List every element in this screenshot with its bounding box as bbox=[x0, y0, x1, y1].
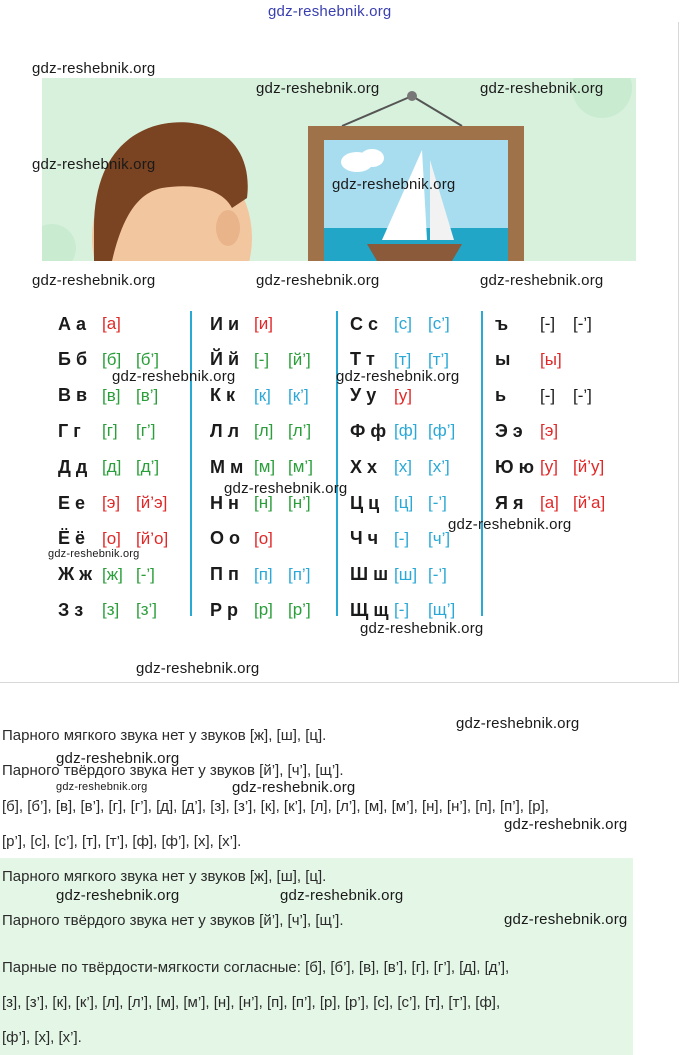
answer-line: Парного мягкого звука нет у звуков [ж], [ш], [ц]. bbox=[2, 727, 327, 744]
letter-pair: Ё ё bbox=[58, 528, 86, 549]
letter-pair: Б б bbox=[58, 349, 88, 370]
letter-pair: О о bbox=[210, 528, 240, 549]
sound-transcription: [п’] bbox=[288, 564, 311, 584]
watermark: gdz-reshebnik.org bbox=[504, 911, 628, 928]
letter-pair: М м bbox=[210, 456, 244, 477]
answer-line: [б], [б’], [в], [в’], [г], [г’], [д], [д’], [з], [з’], [к], [к’], [л], [л’], [м], [м’], [н], [н’], [п], [п’], [р], bbox=[2, 798, 549, 815]
watermark: gdz-reshebnik.org bbox=[48, 548, 140, 560]
sound-transcription: [о] bbox=[254, 528, 273, 548]
column-divider bbox=[190, 311, 192, 616]
watermark: gdz-reshebnik.org bbox=[256, 80, 380, 97]
answer-line: [ф’], [х], [х’]. bbox=[2, 1029, 82, 1046]
letter-pair: Щ щ bbox=[350, 599, 389, 620]
letter-pair: К к bbox=[210, 385, 235, 406]
watermark: gdz-reshebnik.org bbox=[32, 60, 156, 77]
letter-pair: Е е bbox=[58, 492, 86, 513]
letter-pair: Э э bbox=[495, 420, 523, 441]
watermark: gdz-reshebnik.org bbox=[332, 176, 456, 193]
sound-transcription: [к’] bbox=[288, 385, 309, 405]
sound-transcription: [с] bbox=[394, 314, 412, 333]
watermark: gdz-reshebnik.org bbox=[56, 781, 148, 793]
sound-transcription: [й’у] bbox=[573, 457, 605, 477]
letter-pair: Н н bbox=[210, 492, 239, 513]
letter-pair: С с bbox=[350, 313, 379, 334]
sound-transcription: [н’] bbox=[288, 493, 311, 512]
sound-transcription: [у] bbox=[540, 457, 558, 477]
sound-transcription: [ы] bbox=[540, 349, 562, 369]
watermark: gdz-reshebnik.org bbox=[112, 368, 236, 385]
sound-transcription: [б] bbox=[102, 349, 122, 369]
letter-pair: Ч ч bbox=[350, 528, 379, 549]
sound-transcription: [-] bbox=[540, 314, 556, 333]
letter-pair: З з bbox=[58, 599, 84, 620]
watermark: gdz-reshebnik.org bbox=[336, 368, 460, 385]
sound-transcription: [п] bbox=[254, 564, 273, 584]
sound-transcription: [з] bbox=[102, 600, 120, 620]
sound-transcription: [г] bbox=[102, 421, 118, 441]
letter-pair: Д д bbox=[58, 456, 88, 477]
answer-line: Парные по твёрдости-мягкости согласные: [б], [б’], [в], [в’], [г], [г’], [д], [д’], bbox=[2, 959, 510, 976]
answer-line: [з], [з’], [к], [к’], [л], [л’], [м], [м’], [н], [н’], [п], [п’], [р], [р’], [с], [с’], [т], [т’], [ф], bbox=[2, 994, 501, 1011]
watermark: gdz-reshebnik.org bbox=[256, 272, 380, 289]
watermark: gdz-reshebnik.org bbox=[56, 750, 180, 767]
letter-pair: Я я bbox=[495, 492, 524, 513]
sound-transcription: [м] bbox=[254, 457, 276, 477]
watermark: gdz-reshebnik.org bbox=[32, 156, 156, 173]
sound-transcription: [н] bbox=[254, 493, 273, 512]
sound-transcription: [а] bbox=[540, 493, 559, 512]
letter-pair: Т т bbox=[350, 349, 375, 370]
sound-transcription: [а] bbox=[102, 314, 121, 333]
watermark: gdz-reshebnik.org bbox=[232, 779, 356, 796]
watermark-top: gdz-reshebnik.org bbox=[268, 3, 392, 20]
sound-transcription: [р’] bbox=[288, 600, 311, 620]
sound-transcription: [и] bbox=[254, 314, 273, 333]
sound-transcription: [м’] bbox=[288, 457, 313, 477]
letter-pair: Ш ш bbox=[350, 564, 389, 585]
sound-transcription: [т’] bbox=[428, 349, 450, 369]
sound-transcription: [о] bbox=[102, 528, 121, 548]
sound-transcription: [ф’] bbox=[428, 421, 456, 441]
watermark: gdz-reshebnik.org bbox=[56, 887, 180, 904]
watermark: gdz-reshebnik.org bbox=[480, 272, 604, 289]
sound-transcription: [з’] bbox=[136, 600, 158, 620]
sound-transcription: [с’] bbox=[428, 314, 450, 333]
letter-pair: П п bbox=[210, 564, 239, 585]
sound-transcription: [-] bbox=[540, 385, 556, 405]
answer-line: Парного твёрдого звука нет у звуков [й’], [ч’], [щ’]. bbox=[2, 912, 344, 929]
sound-transcription: [л] bbox=[254, 421, 274, 441]
sound-transcription: [б’] bbox=[136, 349, 159, 369]
letter-pair: А а bbox=[58, 313, 87, 334]
sound-transcription: [ф] bbox=[394, 421, 418, 441]
letter-pair: Й й bbox=[210, 349, 240, 370]
sound-transcription: [-’] bbox=[573, 385, 592, 405]
sound-transcription: [х] bbox=[394, 457, 412, 477]
watermark: gdz-reshebnik.org bbox=[456, 715, 580, 732]
letter-pair: ъ bbox=[495, 313, 509, 334]
letter-pair: Ю ю bbox=[495, 456, 534, 477]
letter-pair: В в bbox=[58, 385, 88, 406]
sound-transcription: [-’] bbox=[428, 493, 447, 512]
column-divider bbox=[481, 311, 483, 616]
sound-transcription: [ж] bbox=[102, 564, 123, 584]
watermark: gdz-reshebnik.org bbox=[280, 887, 404, 904]
sound-transcription: [э] bbox=[102, 493, 121, 512]
sound-transcription: [г’] bbox=[136, 421, 156, 441]
watermark: gdz-reshebnik.org bbox=[480, 80, 604, 97]
letter-pair: Ц ц bbox=[350, 492, 380, 513]
sound-transcription: [р] bbox=[254, 600, 273, 620]
letter-pair: Г г bbox=[58, 420, 81, 441]
sound-transcription: [л’] bbox=[288, 421, 312, 441]
column-divider bbox=[336, 311, 338, 616]
sound-transcription: [й’] bbox=[288, 349, 311, 369]
sound-transcription: [у] bbox=[394, 385, 412, 405]
letter-pair: Р р bbox=[210, 599, 239, 620]
letter-pair: Ф ф bbox=[350, 420, 387, 441]
letter-pair: Л л bbox=[210, 420, 240, 441]
sound-transcription: [й’а] bbox=[573, 493, 606, 512]
letter-pair: У у bbox=[350, 385, 377, 406]
sound-transcription: [й’о] bbox=[136, 528, 169, 548]
sound-transcription: [д’] bbox=[136, 457, 160, 477]
sound-transcription: [ч’] bbox=[428, 528, 451, 548]
watermark: gdz-reshebnik.org bbox=[448, 516, 572, 533]
watermark: gdz-reshebnik.org bbox=[224, 480, 348, 497]
sound-transcription: [-’] bbox=[428, 564, 447, 584]
watermark: gdz-reshebnik.org bbox=[504, 816, 628, 833]
sound-transcription: [х’] bbox=[428, 457, 450, 477]
letter-pair: ь bbox=[495, 385, 507, 406]
sound-transcription: [ц] bbox=[394, 493, 414, 512]
sound-transcription: [э] bbox=[540, 421, 559, 441]
letter-pair: И и bbox=[210, 313, 240, 334]
sound-transcription: [в’] bbox=[136, 385, 159, 405]
watermark: gdz-reshebnik.org bbox=[360, 620, 484, 637]
sound-transcription: [-’] bbox=[573, 314, 592, 333]
sound-transcription: [к] bbox=[254, 385, 271, 405]
sound-transcription: [й’э] bbox=[136, 493, 168, 512]
letter-pair: Х х bbox=[350, 456, 378, 477]
sound-transcription: [в] bbox=[102, 385, 121, 405]
sound-transcription: [-] bbox=[254, 349, 270, 369]
watermark: gdz-reshebnik.org bbox=[136, 660, 260, 677]
sound-transcription: [ш] bbox=[394, 564, 418, 584]
sound-transcription: [-’] bbox=[136, 564, 155, 584]
watermark: gdz-reshebnik.org bbox=[32, 272, 156, 289]
sound-transcription: [-] bbox=[394, 528, 410, 548]
answer-line: Парного мягкого звука нет у звуков [ж], [ш], [ц]. bbox=[2, 868, 327, 885]
answer-line: Парного твёрдого звука нет у звуков [й’], [ч’], [щ’]. bbox=[2, 762, 344, 779]
sound-transcription: [д] bbox=[102, 457, 122, 477]
sound-transcription: [-] bbox=[394, 600, 410, 620]
sound-transcription: [т] bbox=[394, 349, 412, 369]
answer-line: [р’], [с], [с’], [т], [т’], [ф], [ф’], [х], [х’]. bbox=[2, 833, 242, 850]
letter-pair: Ж ж bbox=[58, 564, 93, 585]
sound-transcription: [щ’] bbox=[428, 600, 456, 620]
letter-pair: ы bbox=[495, 349, 511, 370]
